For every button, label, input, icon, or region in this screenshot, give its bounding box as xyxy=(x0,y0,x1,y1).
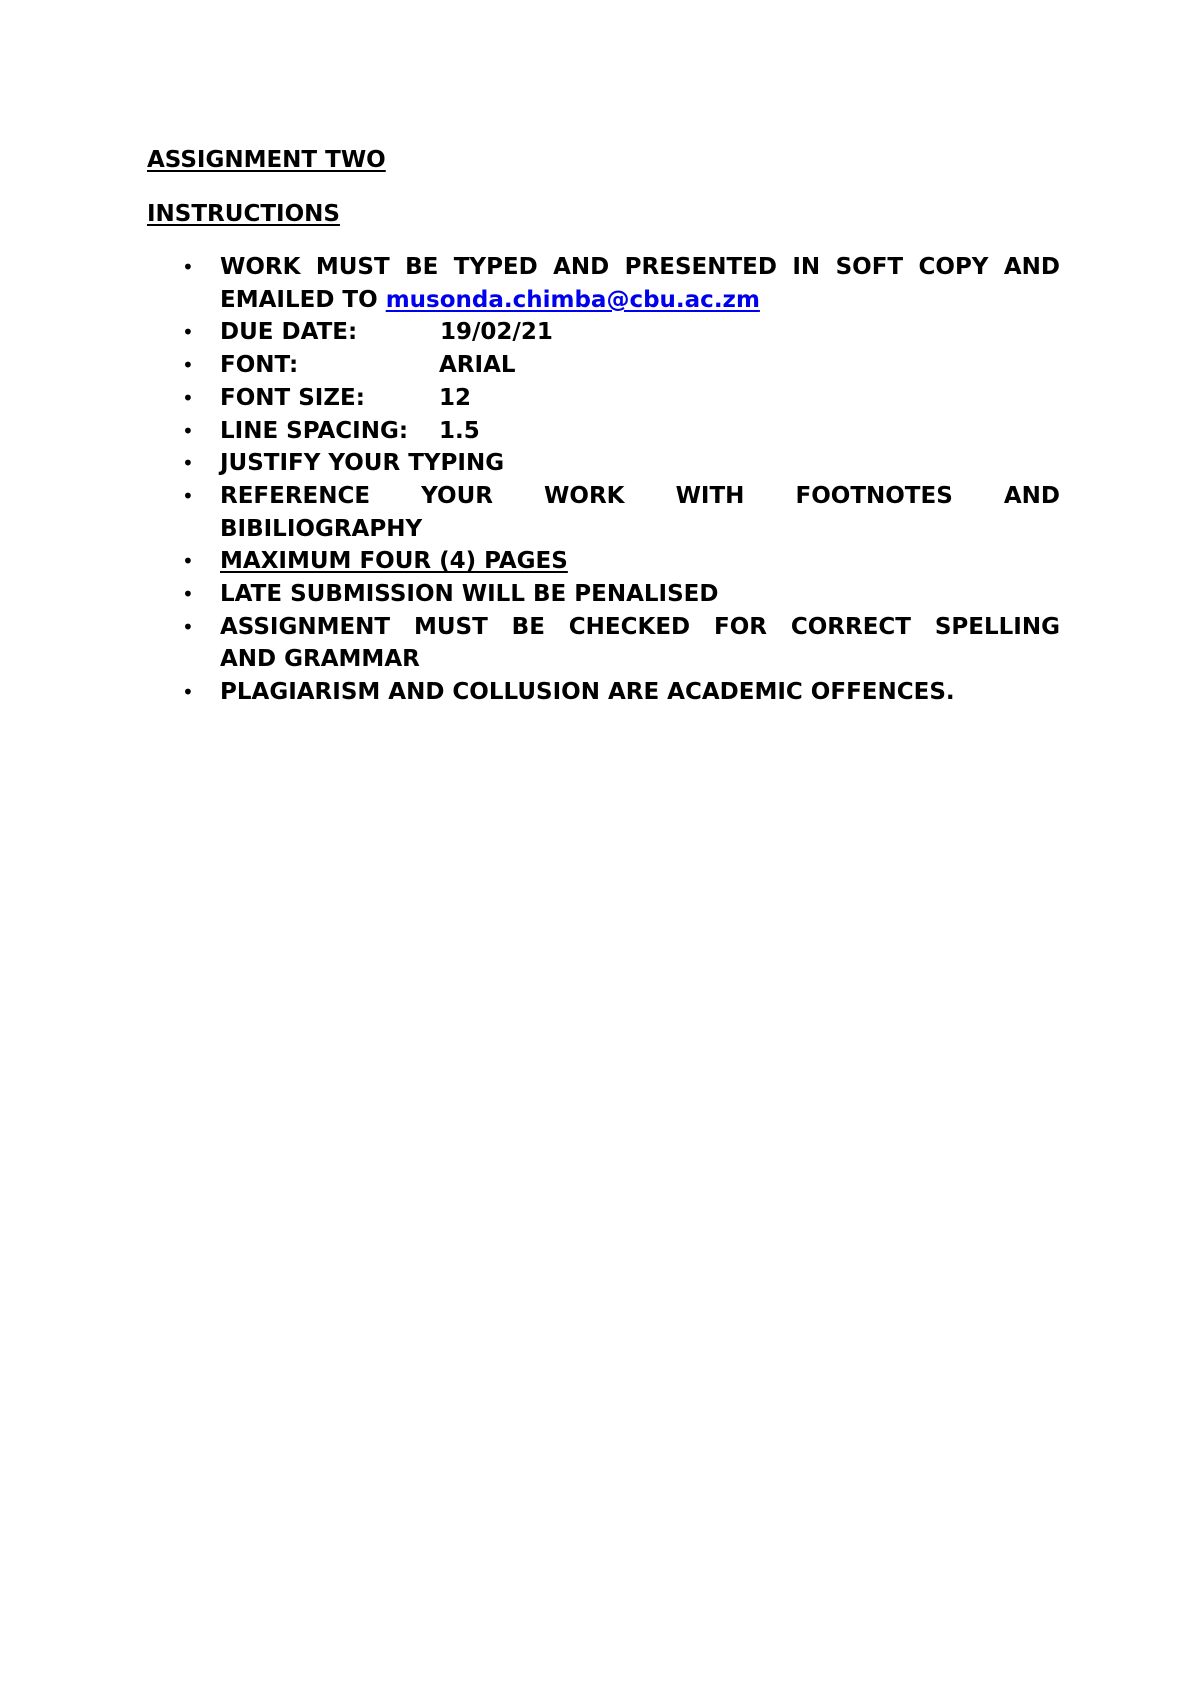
bibliography-line: BIBILIOGRAPHY xyxy=(220,515,423,542)
bullet-icon: • xyxy=(182,418,194,443)
maximum-pages-text: MAXIMUM FOUR (4) PAGES xyxy=(220,548,568,575)
list-item-justify xyxy=(147,447,1060,480)
bullet-icon: • xyxy=(182,385,194,410)
checked-line: ASSIGNMENT MUST BE CHECKED FOR CORRECT SPELLING xyxy=(220,613,1060,640)
emailed-line xyxy=(220,284,1060,317)
instructions-heading: INSTRUCTIONS xyxy=(147,201,340,227)
typed-line: WORK MUST BE TYPED AND PRESENTED IN SOFT COPY AND xyxy=(220,254,1060,280)
justify-text: JUSTIFY YOUR TYPING xyxy=(220,450,505,477)
list-item-reference xyxy=(147,480,1060,545)
plagiarism-text: PLAGIARISM AND COLLUSION ARE ACADEMIC OFFENCES. xyxy=(220,679,955,706)
late-submission-text: LATE SUBMISSION WILL BE PENALISED xyxy=(220,581,719,608)
font-size-value: 12 xyxy=(439,384,472,411)
list-item-typed-emailed xyxy=(147,251,1060,316)
font-value: ARIAL xyxy=(439,352,516,379)
emailed-prefix: EMAILED TO xyxy=(220,286,378,313)
assignment-title: ASSIGNMENT TWO xyxy=(147,147,386,173)
bullet-icon: • xyxy=(182,255,194,279)
list-item-due-date xyxy=(147,316,1060,349)
font-size-label: FONT SIZE: xyxy=(220,384,365,411)
instructions-list xyxy=(147,251,1060,709)
bullet-icon: • xyxy=(182,549,194,574)
bullet-icon: • xyxy=(182,320,194,345)
list-item-plagiarism xyxy=(147,676,1060,709)
bullet-icon: • xyxy=(182,451,194,476)
list-item-font-size xyxy=(147,382,1060,415)
line-spacing-label: LINE SPACING: xyxy=(220,417,409,444)
bullet-icon: • xyxy=(182,680,194,705)
bullet-icon: • xyxy=(182,582,194,607)
email-link[interactable]: musonda.chimba@cbu.ac.zm xyxy=(385,286,760,313)
list-item-late-submission xyxy=(147,578,1060,611)
bullet-icon: • xyxy=(182,483,194,508)
due-date-label: DUE DATE: xyxy=(220,319,358,346)
grammar-line: AND GRAMMAR xyxy=(220,646,420,673)
list-item-line-spacing xyxy=(147,415,1060,448)
reference-line: REFERENCE YOUR WORK WITH FOOTNOTES AND xyxy=(220,482,1060,509)
list-item-font xyxy=(147,349,1060,382)
bullet-icon: • xyxy=(182,353,194,378)
bullet-icon: • xyxy=(182,614,194,639)
due-date-value: 19/02/21 xyxy=(440,319,553,346)
font-label: FONT: xyxy=(220,352,299,379)
line-spacing-value: 1.5 xyxy=(439,417,480,444)
list-item-maximum-pages xyxy=(147,545,1060,578)
list-item-checked xyxy=(147,611,1060,676)
